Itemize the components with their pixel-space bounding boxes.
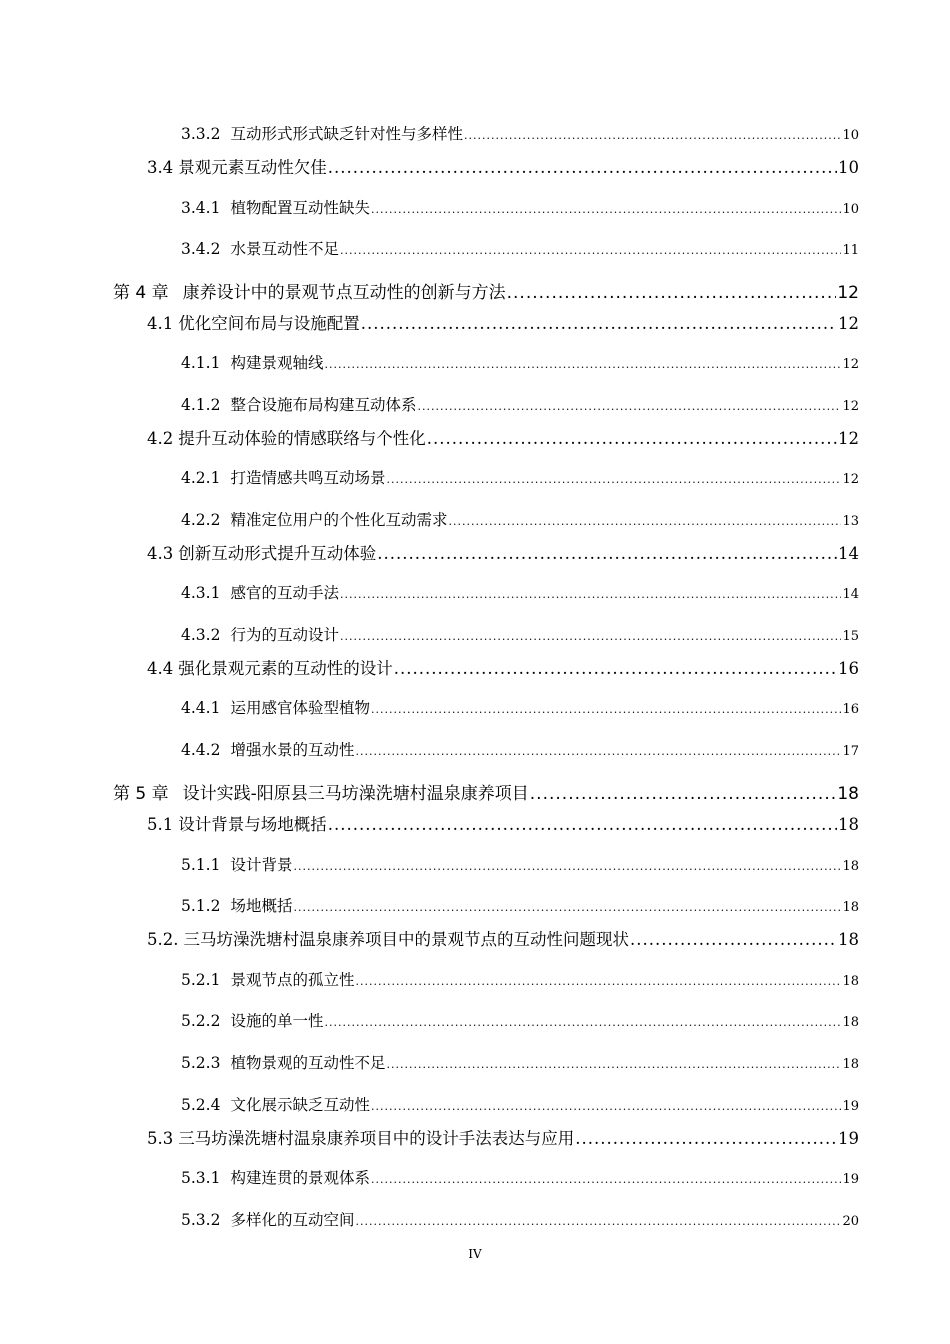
toc-leader-dots	[355, 1215, 841, 1228]
toc-leader-dots	[371, 203, 841, 216]
toc-entry[interactable]	[181, 393, 859, 415]
toc-leader-dots	[371, 1100, 841, 1113]
toc-entry-page: 18	[842, 974, 859, 989]
toc-entry[interactable]	[181, 1208, 859, 1230]
toc-leader-dots	[575, 1129, 837, 1148]
toc-entry-title: 设计背景	[230, 856, 293, 874]
toc-entry[interactable]	[181, 1166, 859, 1188]
toc-leader-dots	[530, 784, 837, 804]
toc-entry-number: 第 4 章	[113, 283, 169, 303]
toc-entry[interactable]	[181, 508, 859, 530]
toc-entry-number: 5.2.	[147, 930, 179, 949]
toc-leader-dots	[394, 659, 837, 678]
toc-entry-title: 康养设计中的景观节点互动性的创新与方法	[182, 283, 506, 303]
toc-entry-title: 强化景观元素的互动性的设计	[178, 659, 393, 678]
toc-entry-title: 景观元素互动性欠佳	[178, 158, 327, 177]
toc-entry-title: 运用感官体验型植物	[230, 699, 370, 717]
toc-entry-title: 设施的单一性	[230, 1012, 324, 1030]
toc-leader-dots	[386, 1058, 841, 1071]
toc-entry-number: 4.3	[147, 544, 174, 563]
toc-entry-number: 第 5 章	[113, 784, 169, 804]
toc-entry[interactable]	[181, 1093, 859, 1115]
toc-entry-page: 16	[842, 702, 859, 717]
toc-leader-dots	[507, 283, 837, 303]
toc-entry-page: 19	[838, 1129, 859, 1148]
toc-leader-dots	[386, 473, 841, 486]
toc-leader-dots	[630, 930, 837, 949]
toc-leader-dots	[340, 588, 841, 601]
toc-entry-title: 三马坊澡洗塘村温泉康养项目中的景观节点的互动性问题现状	[183, 930, 629, 949]
toc-entry-title: 植物配置互动性缺失	[230, 199, 370, 217]
toc-entry[interactable]	[181, 351, 859, 373]
toc-leader-dots	[371, 703, 841, 716]
toc-entry[interactable]	[181, 581, 859, 603]
toc-entry-page: 11	[842, 243, 859, 258]
toc-entry-page: 10	[838, 158, 859, 177]
toc-entry-number: 4.3.1	[181, 584, 221, 602]
toc-leader-dots	[355, 745, 841, 758]
toc-entry-number: 4.1.1	[181, 354, 221, 372]
page-number-footer: IV	[468, 1247, 482, 1261]
toc-leader-dots	[448, 515, 841, 528]
toc-entry-title: 多样化的互动空间	[230, 1211, 355, 1229]
toc-entry-title: 感官的互动手法	[230, 584, 339, 602]
toc-entry[interactable]	[181, 853, 859, 875]
toc-entry-title: 打造情感共鸣互动场景	[230, 469, 386, 487]
toc-entry-number: 5.2.2	[181, 1012, 221, 1030]
toc-leader-dots	[417, 400, 841, 413]
toc-leader-dots	[324, 1016, 841, 1029]
toc-leader-dots	[361, 314, 837, 333]
toc-entry-number: 5.3	[147, 1129, 174, 1148]
toc-leader-dots	[293, 901, 841, 914]
toc-entry[interactable]	[147, 926, 859, 950]
toc-entry[interactable]	[147, 811, 859, 835]
toc-entry[interactable]	[181, 738, 859, 760]
toc-entry[interactable]	[181, 696, 859, 718]
toc-entry-page: 12	[842, 399, 859, 414]
toc-entry[interactable]	[181, 894, 859, 916]
toc-leader-dots	[427, 429, 837, 448]
toc-entry-page: 18	[837, 784, 859, 804]
toc-entry-title: 精准定位用户的个性化互动需求	[230, 511, 448, 529]
toc-entry-title: 构建景观轴线	[230, 354, 324, 372]
toc-entry-number: 4.4	[147, 659, 174, 678]
toc-entry-page: 20	[842, 1214, 859, 1229]
toc-entry-title: 互动形式形式缺乏针对性与多样性	[230, 125, 463, 143]
toc-entry[interactable]	[147, 154, 859, 178]
toc-entry-page: 12	[838, 429, 859, 448]
toc-entry-title: 构建连贯的景观体系	[230, 1169, 370, 1187]
toc-entry[interactable]	[147, 540, 859, 564]
toc-entry-page: 13	[842, 514, 859, 529]
toc-entry[interactable]	[181, 968, 859, 990]
toc-entry-title: 整合设施布局构建互动体系	[230, 396, 417, 414]
toc-entry[interactable]	[147, 1125, 859, 1149]
toc-entry-page: 12	[842, 357, 859, 372]
toc-entry-page: 10	[842, 202, 859, 217]
toc-entry-page: 18	[842, 859, 859, 874]
toc-entry-page: 19	[842, 1172, 859, 1187]
toc-entry-number: 5.1.1	[181, 856, 221, 874]
toc-entry-number: 4.4.2	[181, 741, 221, 759]
toc-entry-page: 14	[838, 544, 859, 563]
toc-leader-dots	[328, 158, 837, 177]
toc-leader-dots	[340, 630, 841, 643]
toc-entry[interactable]	[181, 196, 859, 218]
toc-entry-number: 3.4.2	[181, 240, 221, 258]
toc-entry-page: 18	[842, 1057, 859, 1072]
toc-entry-number: 4.2.2	[181, 511, 221, 529]
toc-entry-page: 14	[842, 587, 859, 602]
toc-leader-dots	[324, 358, 841, 371]
toc-entry-page: 19	[842, 1099, 859, 1114]
toc-entry-page: 15	[842, 629, 859, 644]
toc-entry-title: 创新互动形式提升互动体验	[178, 544, 377, 563]
toc-entry-page: 12	[838, 314, 859, 333]
toc-leader-dots	[293, 860, 841, 873]
toc-entry[interactable]	[181, 466, 859, 488]
toc-entry-number: 3.4.1	[181, 199, 221, 217]
toc-entry-number: 4.1.2	[181, 396, 221, 414]
toc-leader-dots	[340, 244, 841, 257]
toc-entry[interactable]	[147, 310, 859, 334]
toc-entry-number: 5.2.1	[181, 971, 221, 989]
toc-entry-page: 18	[838, 930, 859, 949]
toc-entry[interactable]	[147, 655, 859, 679]
toc-entry-title: 文化展示缺乏互动性	[230, 1096, 370, 1114]
toc-entry-title: 增强水景的互动性	[230, 741, 355, 759]
toc-entry-number: 4.2.1	[181, 469, 221, 487]
toc-entry-title: 三马坊澡洗塘村温泉康养项目中的设计手法表达与应用	[178, 1129, 575, 1148]
toc-entry-number: 3.4	[147, 158, 174, 177]
toc-entry[interactable]	[181, 1009, 859, 1031]
toc-entry-page: 18	[838, 815, 859, 834]
toc-entry-number: 5.1	[147, 815, 174, 834]
toc-entry-title: 行为的互动设计	[230, 626, 339, 644]
toc-leader-dots	[371, 1173, 841, 1186]
toc-entry-page: 12	[837, 283, 859, 303]
toc-entry-title: 景观节点的孤立性	[230, 971, 355, 989]
toc-entry[interactable]	[181, 623, 859, 645]
toc-chapter-entry[interactable]	[113, 278, 859, 303]
toc-leader-dots	[328, 815, 837, 834]
toc-leader-dots	[464, 129, 841, 142]
toc-entry-title: 场地概括	[230, 897, 293, 915]
toc-entry-number: 5.2.4	[181, 1096, 221, 1114]
toc-leader-dots	[377, 544, 837, 563]
toc-leader-dots	[355, 975, 841, 988]
toc-entry-number: 5.1.2	[181, 897, 221, 915]
toc-entry-page: 16	[838, 659, 859, 678]
toc-entry-page: 10	[842, 128, 859, 143]
toc-entry-number: 4.1	[147, 314, 174, 333]
toc-entry[interactable]	[181, 237, 859, 259]
toc-entry-title: 优化空间布局与设施配置	[178, 314, 360, 333]
toc-entry-page: 18	[842, 900, 859, 915]
toc-entry-number: 5.2.3	[181, 1054, 221, 1072]
toc-entry-title: 植物景观的互动性不足	[230, 1054, 386, 1072]
toc-entry-number: 4.3.2	[181, 626, 221, 644]
toc-entry-page: 17	[842, 744, 859, 759]
toc-entry-number: 4.2	[147, 429, 174, 448]
toc-entry-page: 12	[842, 472, 859, 487]
toc-entry-title: 水景互动性不足	[230, 240, 339, 258]
toc-chapter-entry[interactable]	[113, 779, 859, 804]
toc-entry-number: 4.4.1	[181, 699, 221, 717]
toc-entry-number: 5.3.1	[181, 1169, 221, 1187]
toc-entry[interactable]	[181, 1051, 859, 1073]
toc-entry-page: 18	[842, 1015, 859, 1030]
toc-entry[interactable]	[181, 122, 859, 144]
toc-entry[interactable]	[147, 425, 859, 449]
toc-entry-title: 提升互动体验的情感联络与个性化	[178, 429, 426, 448]
toc-entry-title: 设计实践-阳原县三马坊澡洗塘村温泉康养项目	[182, 784, 529, 804]
toc-entry-number: 3.3.2	[181, 125, 221, 143]
toc-entry-title: 设计背景与场地概括	[178, 815, 327, 834]
toc-entry-number: 5.3.2	[181, 1211, 221, 1229]
